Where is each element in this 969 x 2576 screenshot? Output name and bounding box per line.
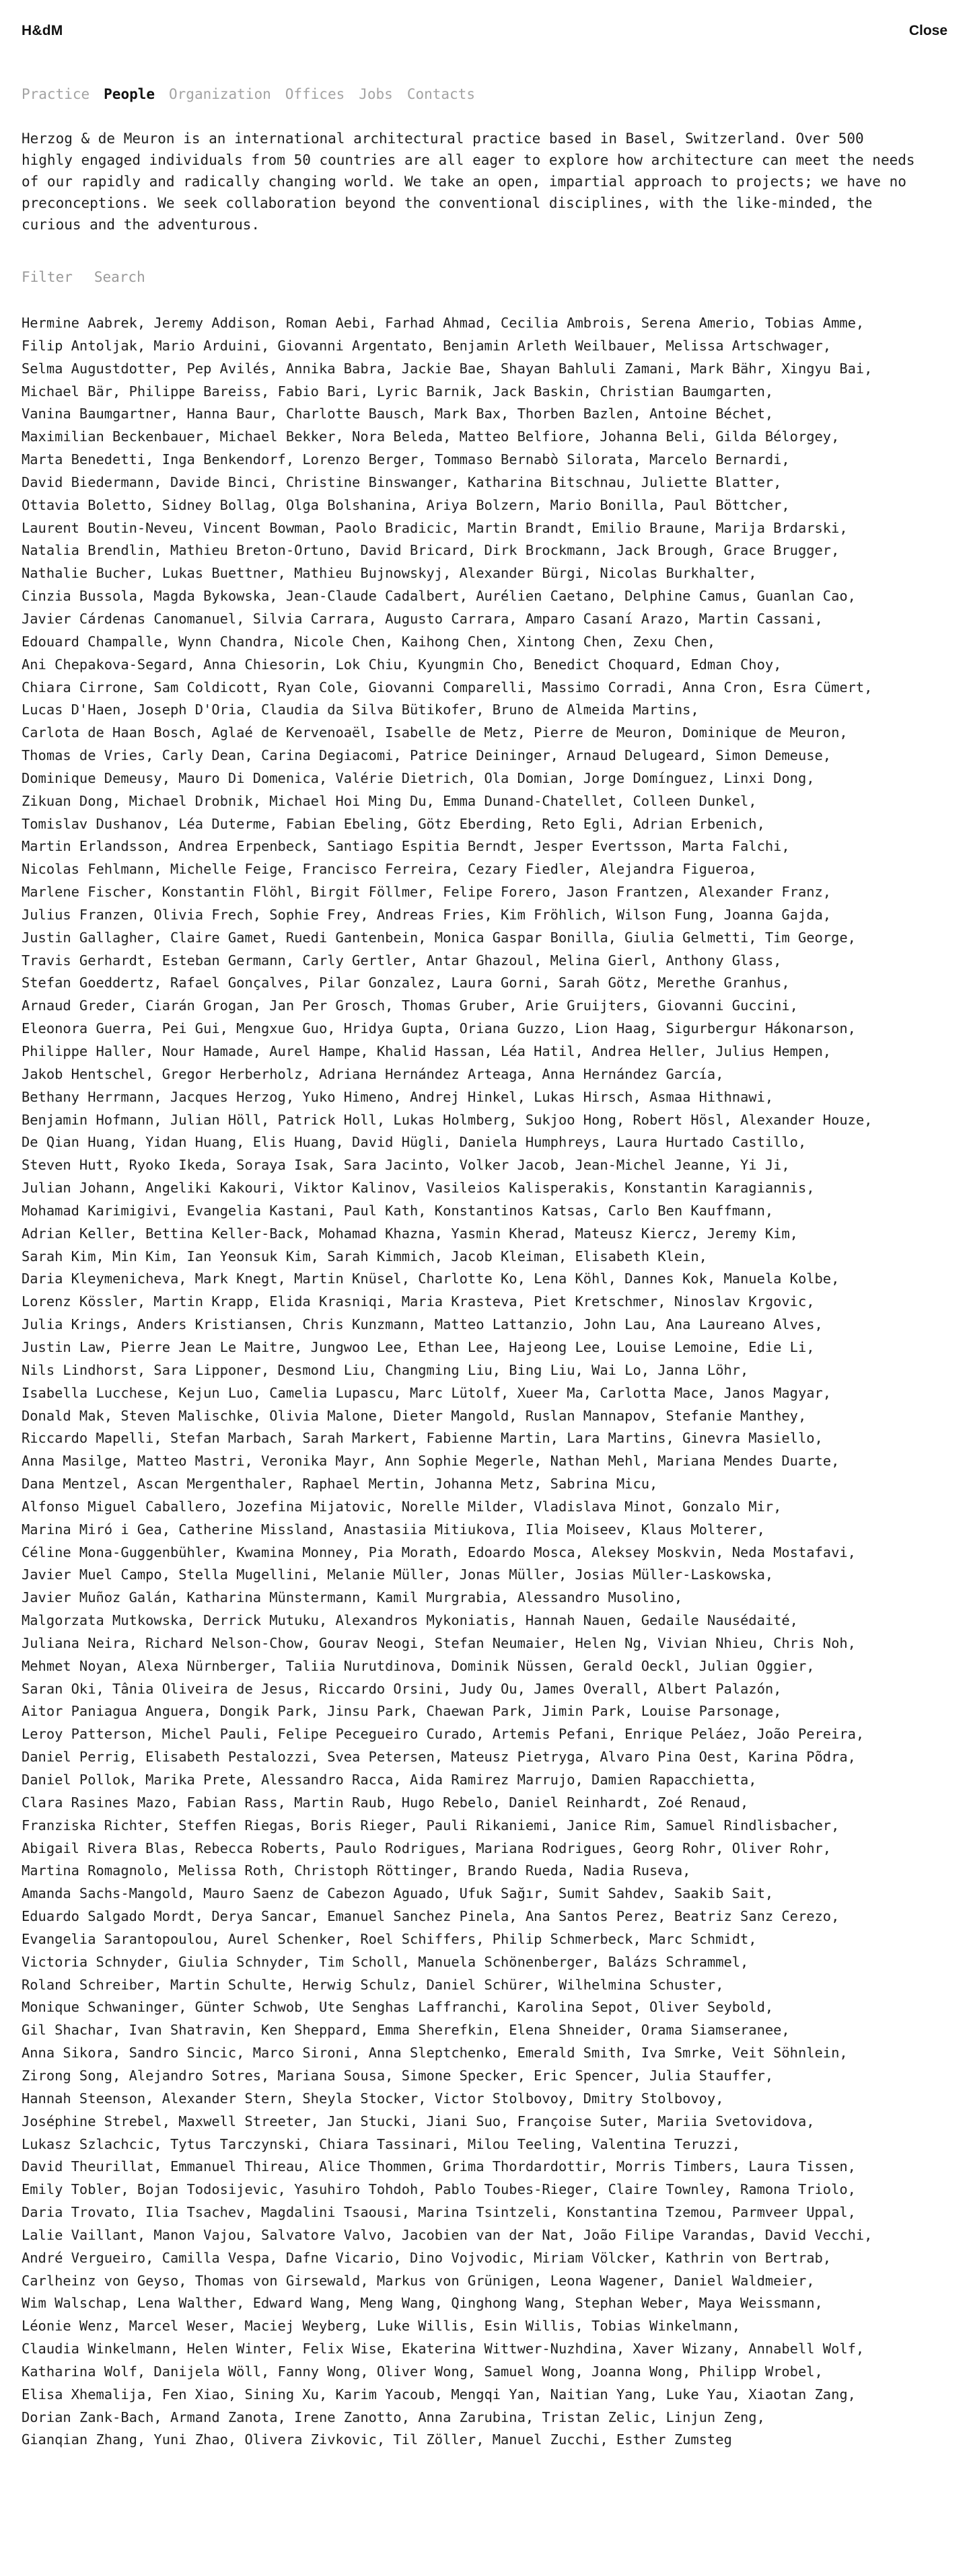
people-line: Amanda Sachs-Mangold, Mauro Saenz de Cabezon Aguado, Ufuk Sağır, Sumit Sahdev, Saakib Sait, [22,1885,774,1902]
people-line: Nils Lindhorst, Sara Lipponer, Desmond Liu, Changming Liu, Bing Liu, Wai Lo, Janna Löhr, [22,1361,749,1378]
people-line: Lucas D'Haen, Joseph D'Oria, Claudia da Silva Bütikofer, Bruno de Almeida Martins, [22,702,699,718]
people-line: Daniel Pollok, Marika Prete, Alessandro Racca, Aida Ramirez Marrujo, Damien Rapacchietta, [22,1772,757,1788]
people-line: Tomislav Dushanov, Léa Duterme, Fabian Ebeling, Götz Eberding, Reto Egli, Adrian Erbenich, [22,815,765,832]
people-line: Mehmet Noyan, Alexa Nürnberger, Taliia Nurutdinova, Dominik Nüssen, Gerald Oeckl, Julian Oggier, [22,1657,815,1674]
people-line: Alfonso Miguel Caballero, Jozefina Mijatovic, Norelle Milder, Vladislava Minot, Gonzalo Mir, [22,1498,782,1515]
people-line: Juliana Neira, Richard Nelson-Chow, Gourav Neogi, Stefan Neumaier, Helen Ng, Vivian Nhieu, Chris Noh, [22,1634,856,1651]
people-line: Katharina Wolf, Danijela Wöll, Fanny Wong, Oliver Wong, Samuel Wong, Joanna Wong, Philipp Wrobel, [22,2363,823,2380]
people-line: Michael Bär, Philippe Bareiss, Fabio Bari, Lyric Barnik, Jack Baskin, Christian Baumgarten, [22,383,774,400]
people-line: Hannah Steenson, Alexander Stern, Sheyla Stocker, Victor Stolbovoy, Dmitry Stolbovoy, [22,2090,724,2107]
section-nav [22,86,475,102]
people-line: Philippe Haller, Nour Hamade, Aurel Hampe, Khalid Hassan, Léa Hatil, Andrea Heller, Julius Hempen, [22,1043,832,1059]
people-line: Natalia Brendlin, Mathieu Breton-Ortuno, David Bricard, Dirk Brockmann, Jack Brough, Grace Brugger, [22,542,840,559]
nav-item-contacts[interactable]: Contacts [406,86,475,102]
people-line: Marta Benedetti, Inga Benkendorf, Lorenzo Berger, Tommaso Bernabò Silorata, Marcelo Bernardi, [22,451,790,468]
people-line: Javier Muñoz Galán, Katharina Münstermann, Kamil Murgrabia, Alessandro Musolino, [22,1589,683,1606]
people-line: Travis Gerhardt, Esteban Germann, Carly Gertler, Antar Ghazoul, Melina Gierl, Anthony Glass, [22,952,782,969]
people-line: Wim Walschap, Lena Walther, Edward Wang, Meng Wang, Qinghong Wang, Stephan Weber, Maya Weissmann, [22,2295,823,2312]
people-line: Céline Mona-Guggenbühler, Kwamina Monney, Pia Morath, Edoardo Mosca, Aleksey Moskvin, Neda Mostafavi, [22,1544,856,1560]
people-line: Gil Shachar, Ivan Shatravin, Ken Sheppard, Emma Sherefkin, Elena Shneider, Orama Siamseranee, [22,2022,790,2039]
people-line: Mohamad Karimigivi, Evangelia Kastani, Paul Kath, Konstantinos Katsas, Carlo Ben Kauffmann, [22,1202,774,1219]
people-line: Eleonora Guerra, Pei Gui, Mengxue Guo, Hridya Gupta, Oriana Guzzo, Lion Haag, Sigurbergur Hákonarson, [22,1020,856,1037]
people-line: Claudia Winkelmann, Helen Winter, Felix Wise, Ekaterina Wittwer-Nuzhdina, Xaver Wizany, Annabell Wolf, [22,2341,865,2357]
people-line: Victoria Schnyder, Giulia Schnyder, Tim Scholl, Manuela Schönenberger, Balázs Schrammel, [22,1953,749,1970]
people-line: Stefan Goeddertz, Rafael Gonçalves, Pilar Gonzalez, Laura Gorni, Sarah Götz, Merethe Granhus, [22,975,790,991]
people-line: Nicolas Fehlmann, Michelle Feige, Francisco Ferreira, Cezary Fiedler, Alejandra Figueroa, [22,861,757,878]
people-line: Eduardo Salgado Mordt, Derya Sancar, Emanuel Sanchez Pinela, Ana Santos Perez, Beatriz Sanz Cerezo, [22,1908,840,1925]
people-line: Julius Franzen, Olivia Frech, Sophie Frey, Andreas Fries, Kim Fröhlich, Wilson Fung, Joanna Gajda, [22,906,832,923]
people-line: Marlene Fischer, Konstantin Flöhl, Birgit Föllmer, Felipe Forero, Jason Frantzen, Alexander Franz, [22,884,832,901]
people-line: Daria Trovato, Ilia Tsachev, Magdalini Tsaousi, Marina Tsintzeli, Konstantina Tzemou, Parmveer Uppal, [22,2204,856,2221]
people-line: Jakob Hentschel, Gregor Herberholz, Adriana Hernández Arteaga, Anna Hernández García, [22,1065,724,1082]
people-line: Donald Mak, Steven Malischke, Olivia Malone, Dieter Mangold, Ruslan Mannapov, Stefanie Manthey, [22,1407,807,1424]
people-line: Javier Cárdenas Canomanuel, Silvia Carrara, Augusto Carrara, Amparo Casaní Arazo, Martin Cassani, [22,610,823,627]
people-line: Dominique Demeusy, Mauro Di Domenica, Valérie Dietrich, Ola Domian, Jorge Domínguez, Linxi Dong, [22,769,815,786]
people-line: Anna Masilge, Matteo Mastri, Veronika Mayr, Ann Sophie Megerle, Nathan Mehl, Mariana Mendes Duarte, [22,1453,840,1470]
logo[interactable]: H&dM [22,23,63,38]
people-line: Dorian Zank-Bach, Armand Zanota, Irene Zanotto, Anna Zarubina, Tristan Zelic, Linjun Zeng, [22,2409,765,2425]
people-line: Vanina Baumgartner, Hanna Baur, Charlotte Bausch, Mark Bax, Thorben Bazlen, Antoine Béchet, [22,406,774,422]
people-line: Ani Chepakova-Segard, Anna Chiesorin, Lok Chiu, Kyungmin Cho, Benedict Choquard, Edman Choy, [22,656,782,673]
people-line: Adrian Keller, Bettina Keller-Back, Mohamad Khazna, Yasmin Kherad, Mateusz Kiercz, Jeremy Kim, [22,1225,798,1242]
people-line: Zikuan Dong, Michael Drobnik, Michael Hoi Ming Du, Emma Dunand-Chatellet, Colleen Dunkel, [22,792,757,809]
people-line: Lalie Vaillant, Manon Vajou, Salvatore Valvo, Jacobien van der Nat, João Filipe Varandas, David Vecchi, [22,2226,873,2243]
people-line: Zirong Song, Alejandro Sotres, Mariana Sousa, Simone Specker, Eric Spencer, Julia Stauffer, [22,2067,774,2084]
people-line: Clara Rasines Mazo, Fabian Rass, Martin Raub, Hugo Rebelo, Daniel Reinhardt, Zoé Renaud, [22,1794,749,1811]
people-line: David Theurillat, Emmanuel Thireau, Alice Thommen, Grima Thordardottir, Morris Timbers, Laura Tissen, [22,2158,856,2175]
people-line: Elisa Xhemalija, Fen Xiao, Sining Xu, Karim Yacoub, Mengqi Yan, Naitian Yang, Luke Yau, Xiaotan Zang, [22,2386,856,2402]
people-line: Bethany Herrmann, Jacques Herzog, Yuko Himeno, Andrej Hinkel, Lukas Hirsch, Asmaa Hithnawi, [22,1088,774,1105]
people-line: Julia Krings, Anders Kristiansen, Chris Kunzmann, Matteo Lattanzio, John Lau, Ana Laureano Alves, [22,1316,823,1333]
people-line: Martin Erlandsson, Andrea Erpenbeck, Santiago Espitia Berndt, Jesper Evertsson, Marta Falchi, [22,838,790,855]
people-line: Javier Muel Campo, Stella Mugellini, Melanie Müller, Jonas Müller, Josias Müller-Laskowska, [22,1566,774,1583]
top-bar [22,22,947,40]
people-line: De Qian Huang, Yidan Huang, Elis Huang, David Hügli, Daniela Humphreys, Laura Hurtado Castillo, [22,1134,807,1151]
people-line: David Biedermann, Davide Binci, Christine Binswanger, Katharina Bitschnau, Juliette Blatter, [22,473,782,490]
people-line: Cinzia Bussola, Magda Bykowska, Jean-Claude Cadalbert, Aurélien Caetano, Delphine Camus, Guanlan Cao, [22,588,856,605]
people-line: Saran Oki, Tânia Oliveira de Jesus, Riccardo Orsini, Judy Ou, James Overall, Albert Palazón, [22,1680,782,1697]
people-line: André Vergueiro, Camilla Vespa, Dafne Vicario, Dino Vojvodic, Miriam Völcker, Kathrin von Bertrab, [22,2249,832,2266]
people-line: Hermine Aabrek, Jeremy Addison, Roman Aebi, Farhad Ahmad, Cecilia Ambrois, Serena Amerio, Tobias Amme, [22,315,865,331]
people-line: Lukasz Szlachcic, Tytus Tarczynski, Chiara Tassinari, Milou Teeling, Valentina Teruzzi, [22,2135,741,2152]
people-line: Evangelia Sarantopoulou, Aurel Schenker, Roel Schiffers, Philip Schmerbeck, Marc Schmidt, [22,1930,757,1947]
people-line: Leroy Patterson, Michel Pauli, Felipe Pecegueiro Curado, Artemis Pefani, Enrique Peláez, João Pereira, [22,1726,865,1743]
nav-item-organization[interactable]: Organization [169,86,271,102]
nav-item-jobs[interactable]: Jobs [359,86,393,102]
intro-text: Herzog & de Meuron is an international architectural practice based in Basel, Switzerland. Over 500 highly engaged individuals from 50 countries are all eager to explore how architecture can meet the needs of our rapidly and radically changing world. We take an open, impartial approach to projects; we have no preconceptions. We seek collaboration beyond the conventional disciplines, with the like-minded, the curious and the adventurous. [22,130,915,233]
people-line: Benjamin Hofmann, Julian Höll, Patrick Holl, Lukas Holmberg, Sukjoo Hong, Robert Hösl, Alexander Houze, [22,1111,873,1128]
people-line: Sarah Kim, Min Kim, Ian Yeonsuk Kim, Sarah Kimmich, Jacob Kleiman, Elisabeth Klein, [22,1248,707,1264]
people-line: Daniel Perrig, Elisabeth Pestalozzi, Svea Petersen, Mateusz Pietryga, Alvaro Pina Oest, Karina Põdra, [22,1749,856,1766]
people-line: Nathalie Bucher, Lukas Buettner, Mathieu Bujnowskyj, Alexander Bürgi, Nicolas Burkhalter, [22,565,757,582]
people-line: Dana Mentzel, Ascan Mergenthaler, Raphael Mertin, Johanna Metz, Sabrina Micu, [22,1476,658,1492]
people-line: Lorenz Kössler, Martin Krapp, Elida Krasniqi, Maria Krasteva, Piet Kretschmer, Ninoslav Krgovic, [22,1293,815,1310]
people-line: Ottavia Boletto, Sidney Bollag, Olga Bolshanina, Ariya Bolzern, Mario Bonilla, Paul Böttcher, [22,496,790,513]
people-line: Carlota de Haan Bosch, Aglaé de Kervenoaël, Isabelle de Metz, Pierre de Meuron, Dominique de Meuron, [22,724,848,741]
people-line: Filip Antoljak, Mario Arduini, Giovanni Argentato, Benjamin Arleth Weilbauer, Melissa Artschwager, [22,337,832,354]
people-line: Arnaud Greder, Ciarán Grogan, Jan Per Grosch, Thomas Gruber, Arie Gruijters, Giovanni Guccini, [22,997,798,1014]
people-line: Chiara Cirrone, Sam Coldicott, Ryan Cole, Giovanni Comparelli, Massimo Corradi, Anna Cron, Esra Cümert, [22,679,873,695]
people-line: Selma Augustdotter, Pep Avilés, Annika Babra, Jackie Bae, Shayan Bahluli Zamani, Mark Bähr, Xingyu Bai, [22,360,873,377]
people-line: Maximilian Beckenbauer, Michael Bekker, Nora Beleda, Matteo Belfiore, Johanna Beli, Gilda Bélorgey, [22,428,840,445]
people-line: Léonie Wenz, Marcel Weser, Maciej Weyberg, Luke Willis, Esin Willis, Tobias Winkelmann, [22,2318,741,2335]
close-button[interactable]: Close [908,23,947,38]
people-line: Aitor Paniagua Anguera, Dongik Park, Jinsu Park, Chaewan Park, Jimin Park, Louise Parsonage, [22,1703,782,1720]
people-line: Joséphine Strebel, Maxwell Streeter, Jan Stucki, Jiani Suo, Françoise Suter, Mariia Svetovidova, [22,2113,815,2129]
people-line: Laurent Boutin-Neveu, Vincent Bowman, Paolo Bradicic, Martin Brandt, Emilio Braune, Marija Brdarski, [22,519,848,536]
people-line: Daria Kleymenicheva, Mark Knegt, Martin Knüsel, Charlotte Ko, Lena Köhl, Dannes Kok, Manuela Kolbe, [22,1271,840,1287]
people-line: Thomas de Vries, Carly Dean, Carina Degiacomi, Patrice Deininger, Arnaud Delugeard, Simon Demeuse, [22,747,832,764]
people-line: Justin Law, Pierre Jean Le Maitre, Jungwoo Lee, Ethan Lee, Hajeong Lee, Louise Lemoine, Edie Li, [22,1338,815,1355]
search-button[interactable]: Search [94,269,145,285]
people-line: Gianqian Zhang, Yuni Zhao, Olivera Zivkovic, Til Zöller, Manuel Zucchi, Esther Zumsteg [22,2431,732,2448]
people-line: Edouard Champalle, Wynn Chandra, Nicole Chen, Kaihong Chen, Xintong Chen, Zexu Chen, [22,633,716,650]
people-line: Carlheinz von Geyso, Thomas von Girsewald, Markus von Grünigen, Leona Wagener, Daniel Waldmeier, [22,2272,815,2289]
people-line: Malgorzata Mutkowska, Derrick Mutuku, Alexandros Mykoniatis, Hannah Nauen, Gedaile Nausédaité, [22,1612,798,1629]
people-line: Abigail Rivera Blas, Rebecca Roberts, Paulo Rodrigues, Mariana Rodrigues, Georg Rohr, Oliver Rohr, [22,1840,832,1856]
people-line: Roland Schreiber, Martin Schulte, Herwig Schulz, Daniel Schürer, Wilhelmina Schuster, [22,1976,724,1993]
people-line: Marina Miró i Gea, Catherine Missland, Anastasiia Mitiukova, Ilia Moiseev, Klaus Molterer, [22,1521,765,1538]
people-line: Isabella Lucchese, Kejun Luo, Camelia Lupascu, Marc Lütolf, Xueer Ma, Carlotta Mace, Janos Magyar, [22,1384,832,1401]
people-line: Steven Hutt, Ryoko Ikeda, Soraya Isak, Sara Jacinto, Volker Jacob, Jean-Michel Jeanne, Yi Ji, [22,1157,790,1174]
nav-item-practice[interactable]: Practice [22,86,90,102]
people-line: Riccardo Mapelli, Stefan Marbach, Sarah Markert, Fabienne Martin, Lara Martins, Ginevra Masiello, [22,1430,823,1447]
filter-button[interactable]: Filter [22,269,73,285]
people-line: Martina Romagnolo, Melissa Roth, Christoph Röttinger, Brando Rueda, Nadia Ruseva, [22,1862,691,1879]
people-line: Emily Tobler, Bojan Todosijevic, Yasuhiro Tohdoh, Pablo Toubes-Rieger, Claire Townley, Ramona Triolo, [22,2181,856,2198]
people-line: Anna Sikora, Sandro Sincic, Marco Sironi, Anna Sleptchenko, Emerald Smith, Iva Smrke, Veit Söhnlein, [22,2045,848,2061]
nav-item-people[interactable]: People [104,86,155,102]
nav-item-offices[interactable]: Offices [285,86,345,102]
people-list [22,312,949,2452]
people-line: Justin Gallagher, Claire Gamet, Ruedi Gantenbein, Monica Gaspar Bonilla, Giulia Gelmetti, Tim George, [22,929,856,946]
people-line: Julian Johann, Angeliki Kakouri, Viktor Kalinov, Vasileios Kalisperakis, Konstantin Karagiannis, [22,1180,815,1197]
people-tools [22,269,145,285]
people-line: Monique Schwaninger, Günter Schwob, Ute Senghas Laffranchi, Karolina Sepot, Oliver Seybold, [22,1999,774,2016]
people-line: Franziska Richter, Steffen Riegas, Boris Rieger, Pauli Rikaniemi, Janice Rim, Samuel Rindlisbacher, [22,1817,840,1833]
